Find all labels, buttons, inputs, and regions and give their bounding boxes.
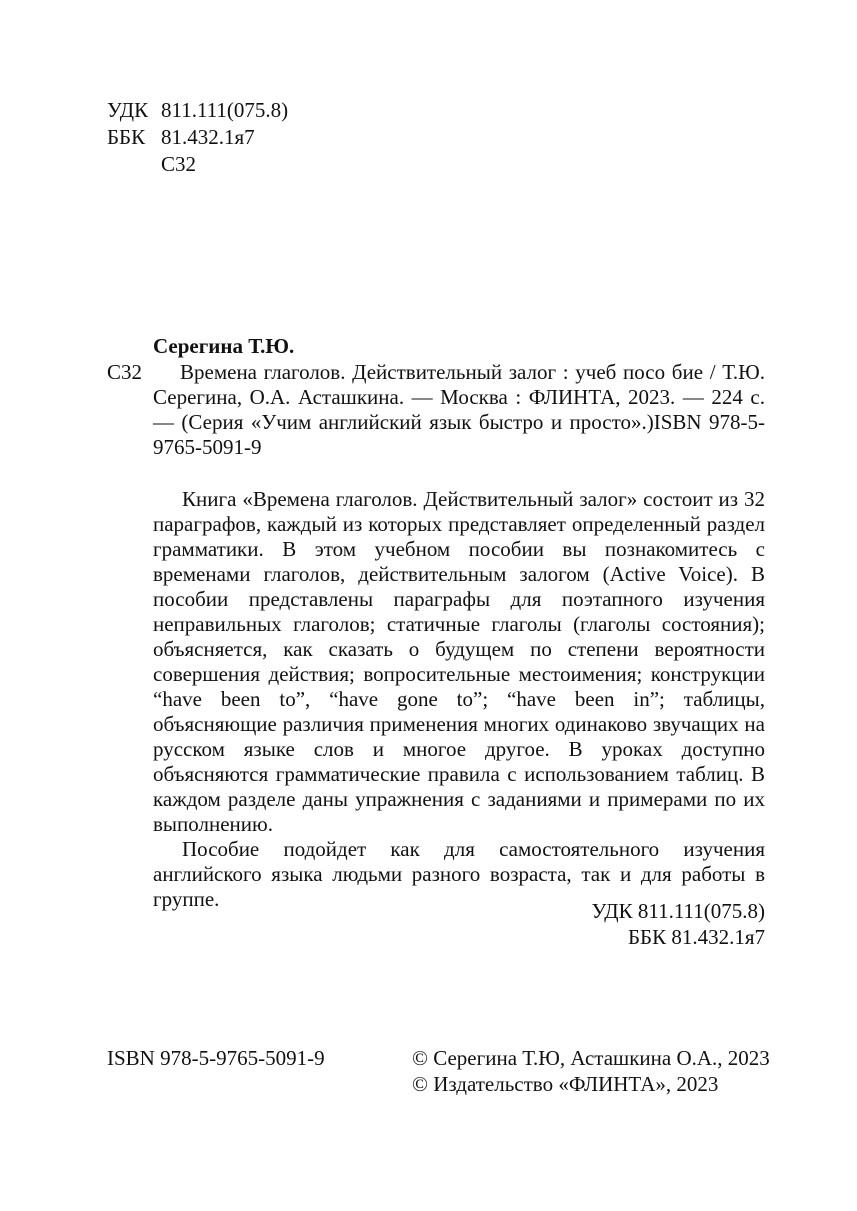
bottom-bbk: ББК 81.432.1я7 (627, 925, 765, 949)
author-heading: Серегина Т.Ю. (153, 334, 295, 358)
bottom-classification-block (592, 899, 765, 951)
copyright-publisher: © Издательство «ФЛИНТА», 2023 (412, 1072, 719, 1096)
annotation-paragraph-2: Пособие подойдет как для самостоятельного изучения английского языка людьми разного возраста, так и для работы в группе. (153, 837, 765, 911)
udk-value: 811.111(075.8) (161, 98, 289, 122)
annotation-paragraph-1: Книга «Времена глаголов. Действительный залог» состоит из 32 параграфов, каждый из которых представляет определенный раздел грамматики. В этом учебном пособии вы познакомитесь с временами глаголов, действительным залогом (Active Voice). В пособии представлены параграфы для поэтапного изучения неправильных глаголов; статичные глаголы (глаголы состояния); объясняется, как сказать о будущем по степени вероятности совершения действия; вопросительные местоимения; конструкции “have been to”, “have gone to”; “have been in”; таблицы, объясняющие различия применения многих одинаково звучащих на русском языке слов и многое другое. В уроках доступно объясняются грамматические правила с использованием таблиц. В каждом разделе даны упражнения с заданиями и примерами по их выполнению. (153, 487, 765, 836)
annotation (153, 487, 765, 912)
author-code: С32 (161, 152, 197, 176)
bbk-label: ББК (107, 125, 146, 149)
bbk-value: 81.432.1я7 (161, 125, 255, 149)
bbk-row (107, 125, 288, 152)
copyright-block (412, 1046, 770, 1098)
bottom-udk: УДК 811.111(075.8) (591, 899, 765, 923)
copyright-authors: © Серегина Т.Ю, Асташкина О.А., 2023 (412, 1046, 770, 1070)
author-code-margin: С32 (107, 360, 143, 384)
bibliographic-text: Времена глаголов. Действительный залог : учеб посо бие / Т.Ю. Серегина, О.А. Асташкина. — Москва : ФЛИНТА, 2023. — 224 с. — (Серия «Учим английский язык быстро и просто».)ISBN 978-5-9765-5091-9 (153, 360, 765, 459)
isbn: ISBN 978-5-9765-5091-9 (107, 1046, 325, 1070)
top-classification-block (107, 98, 288, 179)
udk-row (107, 98, 288, 125)
udk-label: УДК (107, 98, 149, 122)
bibliographic-description (153, 360, 765, 460)
